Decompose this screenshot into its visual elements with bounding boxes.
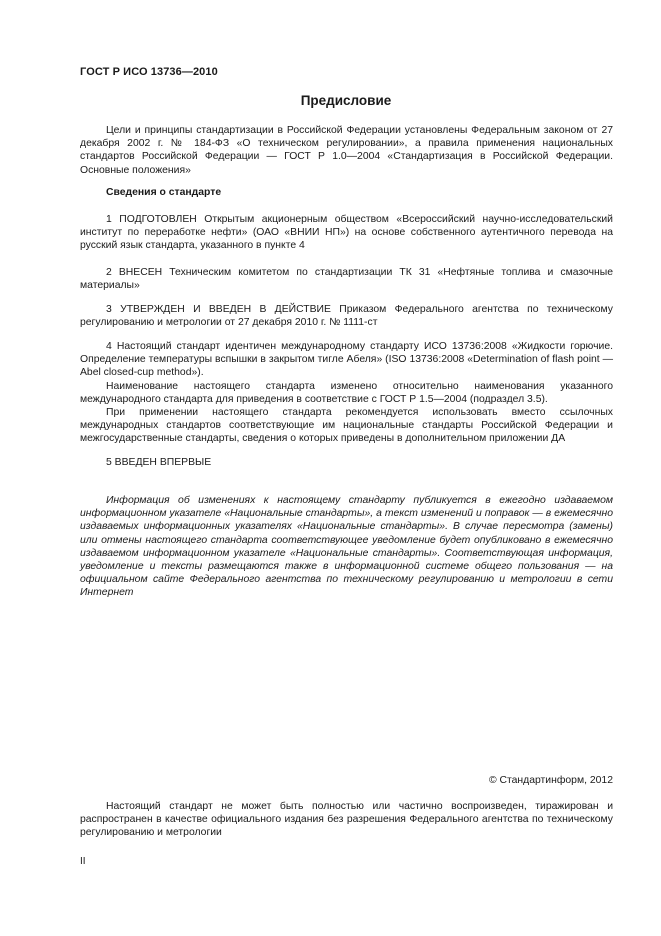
item-4-application: При применении настоящего стандарта рекомендуется использовать вместо ссылочных международных стандартов соответствующие им национальные стандарты Российской Федерации и межгосударственные стандарты, сведения о которых приведены в дополнительном приложении ДА bbox=[80, 407, 613, 445]
copyright-line: © Стандартинформ, 2012 bbox=[488, 775, 613, 786]
item-2-submitted: 2 ВНЕСЕН Техническим комитетом по стандартизации ТК 31 «Нефтяные топлива и смазочные материалы» bbox=[80, 267, 613, 292]
page-title: Предисловие bbox=[300, 93, 392, 108]
item-1-prepared: 1 ПОДГОТОВЛЕН Открытым акционерным обществом «Всероссийский научно-исследовательский институт по переработке нефти» (ОАО «ВНИИ НП») на основе собственного аутентичного перевода на русский язык стандарта, указанного в пункте 4 bbox=[80, 214, 613, 252]
page-number: II bbox=[80, 856, 86, 867]
section-heading: Сведения о стандарте bbox=[106, 187, 222, 198]
info-notice: Информация об изменениях к настоящему стандарту публикуется в ежегодно издаваемом информационном указателе «Национальные стандарты», а текст изменений и поправок — в ежемесячно издаваемых информационных указателях «Национальные стандарты». В случае пересмотра (замены) или отмены настоящего стандарта соответствующее уведомление будет опубликовано в ежемесячно издаваемом информационном указателе «Национальные стандарты». Соответствующая информация, уведомление и тексты размещаются также в информационной системе общего пользования — на официальном сайте Федерального агентства по техническому регулированию и метрологии в сети Интернет bbox=[80, 495, 613, 599]
document-header: ГОСТ Р ИСО 13736—2010 bbox=[80, 66, 218, 78]
item-5-introduced: 5 ВВЕДЕН ВПЕРВЫЕ bbox=[106, 457, 212, 468]
item-3-approved: 3 УТВЕРЖДЕН И ВВЕДЕН В ДЕЙСТВИЕ Приказом Федерального агентства по техническому регулированию и метрологии от 27 декабря 2010 г. № 1111-ст bbox=[80, 304, 613, 329]
intro-paragraph: Цели и принципы стандартизации в Российской Федерации установлены Федеральным законом от 27 декабря 2002 г. № 184-ФЗ «О техническом регулировании», а правила применения национальных стандартов Российской Федерации — ГОСТ Р 1.0—2004 «Стандартизация в Российской Федерации. Основные положения» bbox=[80, 125, 613, 176]
item-4-identical: 4 Настоящий стандарт идентичен международному стандарту ИСО 13736:2008 «Жидкости горючие. Определение температуры вспышки в закрытом тигле Абеля» (ISO 13736:2008 «Determination of flash point — Abel closed-cup method»). bbox=[80, 341, 613, 379]
item-4-name-change: Наименование настоящего стандарта изменено относительно наименования указанного международного стандарта для приведения в соответствие с ГОСТ Р 1.5—2004 (подраздел 3.5). bbox=[80, 381, 613, 406]
reproduction-notice: Настоящий стандарт не может быть полностью или частично воспроизведен, тиражирован и распространен в качестве официального издания без разрешения Федерального агентства по техническому регулированию и метрологии bbox=[80, 801, 613, 839]
